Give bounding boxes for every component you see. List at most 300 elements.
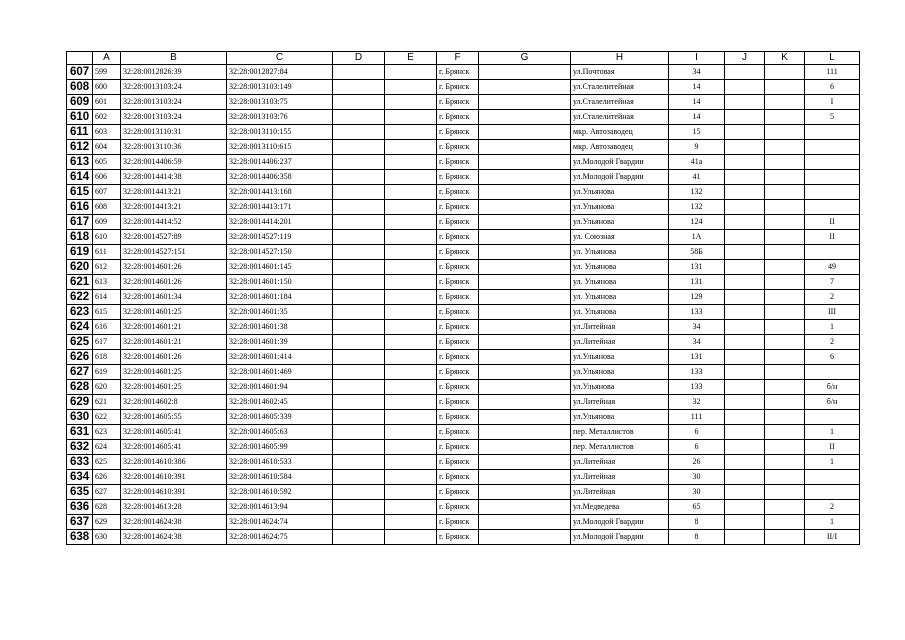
col-b-cell: 32:28:0014601:21: [121, 335, 227, 350]
col-e-cell: [385, 395, 437, 410]
col-g-cell: [479, 335, 571, 350]
col-d-cell: [333, 110, 385, 125]
col-f-cell: г. Брянск: [437, 65, 479, 80]
col-g-cell: [479, 290, 571, 305]
col-i-cell: 132: [669, 200, 725, 215]
table-row: [67, 200, 860, 215]
row-number-cell: 607: [67, 65, 93, 80]
table-row: [67, 425, 860, 440]
column-header-h: H: [571, 52, 669, 65]
row-number-cell: 629: [67, 395, 93, 410]
col-e-cell: [385, 125, 437, 140]
col-l-cell: [805, 410, 860, 425]
col-d-cell: [333, 140, 385, 155]
col-f-cell: г. Брянск: [437, 530, 479, 545]
col-c-cell: 32:28:0013110:615: [227, 140, 333, 155]
col-j-cell: [725, 170, 765, 185]
col-d-cell: [333, 320, 385, 335]
col-b-cell: 32:28:0014527:151: [121, 245, 227, 260]
col-e-cell: [385, 305, 437, 320]
col-b-cell: 32:28:0014601:26: [121, 275, 227, 290]
row-number-cell: 622: [67, 290, 93, 305]
col-b-cell: 32:28:0014624:38: [121, 530, 227, 545]
col-g-cell: [479, 365, 571, 380]
column-header-g: G: [479, 52, 571, 65]
col-k-cell: [765, 65, 805, 80]
col-g-cell: [479, 500, 571, 515]
col-d-cell: [333, 335, 385, 350]
col-a-cell: 624: [93, 440, 121, 455]
col-a-cell: 607: [93, 185, 121, 200]
col-h-cell: ул.Ульянова: [571, 215, 669, 230]
col-l-cell: 2: [805, 500, 860, 515]
col-d-cell: [333, 65, 385, 80]
col-h-cell: пер. Металлистов: [571, 425, 669, 440]
col-f-cell: г. Брянск: [437, 455, 479, 470]
column-header-i: I: [669, 52, 725, 65]
row-number-cell: 619: [67, 245, 93, 260]
col-i-cell: 14: [669, 95, 725, 110]
col-i-cell: 8: [669, 530, 725, 545]
col-d-cell: [333, 380, 385, 395]
row-number-cell: 630: [67, 410, 93, 425]
col-k-cell: [765, 305, 805, 320]
col-j-cell: [725, 500, 765, 515]
col-l-cell: [805, 245, 860, 260]
table-row: [67, 290, 860, 305]
col-e-cell: [385, 95, 437, 110]
col-e-cell: [385, 380, 437, 395]
col-a-cell: 599: [93, 65, 121, 80]
col-e-cell: [385, 215, 437, 230]
col-e-cell: [385, 425, 437, 440]
col-d-cell: [333, 290, 385, 305]
col-g-cell: [479, 65, 571, 80]
table-row: [67, 335, 860, 350]
col-l-cell: II/I: [805, 530, 860, 545]
col-j-cell: [725, 425, 765, 440]
col-i-cell: 14: [669, 80, 725, 95]
col-b-cell: 32:28:0014414:52: [121, 215, 227, 230]
col-h-cell: ул.Литейная: [571, 335, 669, 350]
table-row: [67, 170, 860, 185]
col-c-cell: 32:28:0014406:237: [227, 155, 333, 170]
table-row: [67, 125, 860, 140]
col-c-cell: 32:28:0014414:201: [227, 215, 333, 230]
col-b-cell: 32:28:0014413:21: [121, 185, 227, 200]
col-j-cell: [725, 140, 765, 155]
col-h-cell: ул.Почтовая: [571, 65, 669, 80]
col-h-cell: ул.Ульянова: [571, 185, 669, 200]
table-row: [67, 245, 860, 260]
row-number-cell: 615: [67, 185, 93, 200]
col-l-cell: 49: [805, 260, 860, 275]
col-i-cell: 133: [669, 305, 725, 320]
col-b-cell: 32:28:0014624:38: [121, 515, 227, 530]
col-i-cell: 131: [669, 260, 725, 275]
table-row: [67, 530, 860, 545]
col-j-cell: [725, 515, 765, 530]
col-g-cell: [479, 485, 571, 500]
table-row: [67, 485, 860, 500]
col-b-cell: 32:28:0014601:26: [121, 260, 227, 275]
col-k-cell: [765, 455, 805, 470]
col-a-cell: 623: [93, 425, 121, 440]
col-f-cell: г. Брянск: [437, 170, 479, 185]
col-f-cell: г. Брянск: [437, 110, 479, 125]
col-a-cell: 613: [93, 275, 121, 290]
col-g-cell: [479, 275, 571, 290]
col-c-cell: 32:28:0014527:119: [227, 230, 333, 245]
col-c-cell: 32:28:0014601:414: [227, 350, 333, 365]
col-c-cell: 32:28:0014605:99: [227, 440, 333, 455]
col-j-cell: [725, 215, 765, 230]
col-c-cell: 32:28:0014406:358: [227, 170, 333, 185]
col-e-cell: [385, 455, 437, 470]
col-e-cell: [385, 185, 437, 200]
row-number-cell: 618: [67, 230, 93, 245]
col-b-cell: 32:28:0014613:28: [121, 500, 227, 515]
row-number-cell: 608: [67, 80, 93, 95]
table-row: [67, 500, 860, 515]
col-i-cell: 132: [669, 185, 725, 200]
col-h-cell: ул.Литейная: [571, 320, 669, 335]
col-a-cell: 614: [93, 290, 121, 305]
col-f-cell: г. Брянск: [437, 350, 479, 365]
table-row: [67, 185, 860, 200]
col-j-cell: [725, 125, 765, 140]
col-a-cell: 617: [93, 335, 121, 350]
col-k-cell: [765, 380, 805, 395]
col-a-cell: 603: [93, 125, 121, 140]
column-header-c: C: [227, 52, 333, 65]
col-b-cell: 32:28:0013110:36: [121, 140, 227, 155]
col-a-cell: 630: [93, 530, 121, 545]
col-c-cell: 32:28:0013103:76: [227, 110, 333, 125]
col-i-cell: 34: [669, 335, 725, 350]
col-a-cell: 625: [93, 455, 121, 470]
col-l-cell: [805, 365, 860, 380]
col-j-cell: [725, 335, 765, 350]
col-j-cell: [725, 200, 765, 215]
col-d-cell: [333, 305, 385, 320]
col-i-cell: 26: [669, 455, 725, 470]
col-k-cell: [765, 395, 805, 410]
table-row: [67, 365, 860, 380]
col-k-cell: [765, 275, 805, 290]
col-b-cell: 32:28:0014605:41: [121, 425, 227, 440]
col-i-cell: 8: [669, 515, 725, 530]
column-header-e: E: [385, 52, 437, 65]
col-j-cell: [725, 410, 765, 425]
col-c-cell: 32:28:0014601:469: [227, 365, 333, 380]
col-k-cell: [765, 335, 805, 350]
col-f-cell: г. Брянск: [437, 230, 479, 245]
table-row: [67, 95, 860, 110]
col-h-cell: ул.Сталелитейная: [571, 80, 669, 95]
col-k-cell: [765, 245, 805, 260]
col-f-cell: г. Брянск: [437, 125, 479, 140]
col-c-cell: 32:28:0014605:339: [227, 410, 333, 425]
row-number-cell: 627: [67, 365, 93, 380]
col-i-cell: 129: [669, 290, 725, 305]
col-f-cell: г. Брянск: [437, 140, 479, 155]
col-l-cell: I: [805, 95, 860, 110]
col-k-cell: [765, 110, 805, 125]
table-row: [67, 380, 860, 395]
col-c-cell: 32:28:0014602:45: [227, 395, 333, 410]
col-b-cell: 32:28:0014605:55: [121, 410, 227, 425]
table-row: [67, 455, 860, 470]
col-f-cell: г. Брянск: [437, 515, 479, 530]
col-g-cell: [479, 95, 571, 110]
col-i-cell: 34: [669, 320, 725, 335]
col-h-cell: ул.Ульянова: [571, 365, 669, 380]
col-f-cell: г. Брянск: [437, 365, 479, 380]
col-d-cell: [333, 125, 385, 140]
col-d-cell: [333, 365, 385, 380]
col-e-cell: [385, 530, 437, 545]
col-e-cell: [385, 200, 437, 215]
col-f-cell: г. Брянск: [437, 275, 479, 290]
col-j-cell: [725, 455, 765, 470]
col-j-cell: [725, 530, 765, 545]
col-b-cell: 32:28:0014527:89: [121, 230, 227, 245]
col-l-cell: 7: [805, 275, 860, 290]
row-number-cell: 635: [67, 485, 93, 500]
col-a-cell: 610: [93, 230, 121, 245]
col-h-cell: ул.Ульянова: [571, 380, 669, 395]
col-l-cell: 2: [805, 335, 860, 350]
col-f-cell: г. Брянск: [437, 440, 479, 455]
col-c-cell: 32:28:0014624:74: [227, 515, 333, 530]
col-h-cell: ул.Медведева: [571, 500, 669, 515]
col-j-cell: [725, 290, 765, 305]
col-d-cell: [333, 350, 385, 365]
col-e-cell: [385, 485, 437, 500]
col-c-cell: 32:28:0013103:75: [227, 95, 333, 110]
col-k-cell: [765, 80, 805, 95]
corner-cell: [67, 52, 93, 65]
col-i-cell: 41а: [669, 155, 725, 170]
col-a-cell: 621: [93, 395, 121, 410]
col-h-cell: ул. Ульянова: [571, 275, 669, 290]
col-c-cell: 32:28:0014601:94: [227, 380, 333, 395]
col-b-cell: 32:28:0013103:24: [121, 110, 227, 125]
table-row: [67, 215, 860, 230]
col-g-cell: [479, 125, 571, 140]
col-j-cell: [725, 95, 765, 110]
col-f-cell: г. Брянск: [437, 200, 479, 215]
col-g-cell: [479, 245, 571, 260]
col-i-cell: 30: [669, 470, 725, 485]
col-b-cell: 32:28:0014602:8: [121, 395, 227, 410]
col-b-cell: 32:28:0014414:38: [121, 170, 227, 185]
col-a-cell: 615: [93, 305, 121, 320]
col-j-cell: [725, 185, 765, 200]
col-l-cell: 1: [805, 515, 860, 530]
row-number-cell: 637: [67, 515, 93, 530]
row-number-cell: 623: [67, 305, 93, 320]
col-l-cell: II: [805, 215, 860, 230]
col-f-cell: г. Брянск: [437, 80, 479, 95]
col-k-cell: [765, 290, 805, 305]
col-c-cell: 32:28:0014613:94: [227, 500, 333, 515]
col-l-cell: 2: [805, 290, 860, 305]
col-k-cell: [765, 410, 805, 425]
col-e-cell: [385, 290, 437, 305]
col-e-cell: [385, 440, 437, 455]
col-j-cell: [725, 245, 765, 260]
col-l-cell: 1: [805, 425, 860, 440]
col-a-cell: 605: [93, 155, 121, 170]
col-c-cell: 32:28:0014610:533: [227, 455, 333, 470]
col-f-cell: г. Брянск: [437, 245, 479, 260]
col-k-cell: [765, 215, 805, 230]
col-e-cell: [385, 110, 437, 125]
col-b-cell: 32:28:0014601:25: [121, 380, 227, 395]
table-row: [67, 155, 860, 170]
col-l-cell: [805, 200, 860, 215]
col-h-cell: ул. Ульянова: [571, 245, 669, 260]
col-j-cell: [725, 485, 765, 500]
col-j-cell: [725, 470, 765, 485]
col-j-cell: [725, 380, 765, 395]
col-l-cell: б/н: [805, 380, 860, 395]
col-g-cell: [479, 170, 571, 185]
col-a-cell: 600: [93, 80, 121, 95]
col-k-cell: [765, 515, 805, 530]
col-f-cell: г. Брянск: [437, 425, 479, 440]
row-number-cell: 610: [67, 110, 93, 125]
col-j-cell: [725, 275, 765, 290]
col-h-cell: ул. Ульянова: [571, 290, 669, 305]
col-a-cell: 611: [93, 245, 121, 260]
col-a-cell: 628: [93, 500, 121, 515]
col-h-cell: ул.Ульянова: [571, 200, 669, 215]
col-l-cell: [805, 140, 860, 155]
row-number-cell: 638: [67, 530, 93, 545]
column-header-j: J: [725, 52, 765, 65]
col-a-cell: 619: [93, 365, 121, 380]
col-f-cell: г. Брянск: [437, 395, 479, 410]
col-c-cell: 32:28:0014624:75: [227, 530, 333, 545]
col-l-cell: 1: [805, 455, 860, 470]
col-g-cell: [479, 155, 571, 170]
col-h-cell: ул.Молодой Гвардии: [571, 530, 669, 545]
col-f-cell: г. Брянск: [437, 485, 479, 500]
col-i-cell: 131: [669, 275, 725, 290]
col-f-cell: г. Брянск: [437, 320, 479, 335]
col-e-cell: [385, 170, 437, 185]
col-b-cell: 32:28:0014610:386: [121, 455, 227, 470]
col-h-cell: ул.Литейная: [571, 485, 669, 500]
table-body: [67, 65, 860, 545]
col-j-cell: [725, 305, 765, 320]
spreadsheet-table: [66, 51, 860, 545]
col-h-cell: ул.Литейная: [571, 470, 669, 485]
table-row: [67, 80, 860, 95]
col-l-cell: III: [805, 305, 860, 320]
col-k-cell: [765, 230, 805, 245]
col-h-cell: пер. Металлистов: [571, 440, 669, 455]
col-g-cell: [479, 80, 571, 95]
col-l-cell: 6: [805, 350, 860, 365]
col-h-cell: ул.Литейная: [571, 395, 669, 410]
col-d-cell: [333, 230, 385, 245]
col-e-cell: [385, 335, 437, 350]
col-g-cell: [479, 110, 571, 125]
col-i-cell: 133: [669, 365, 725, 380]
col-d-cell: [333, 155, 385, 170]
row-number-cell: 632: [67, 440, 93, 455]
col-i-cell: 6: [669, 440, 725, 455]
col-k-cell: [765, 500, 805, 515]
row-number-cell: 633: [67, 455, 93, 470]
col-i-cell: 1А: [669, 230, 725, 245]
col-b-cell: 32:28:0013110:31: [121, 125, 227, 140]
col-i-cell: 131: [669, 350, 725, 365]
col-c-cell: 32:28:0014413:171: [227, 200, 333, 215]
column-header-l: L: [805, 52, 860, 65]
col-k-cell: [765, 95, 805, 110]
col-d-cell: [333, 170, 385, 185]
col-g-cell: [479, 470, 571, 485]
col-f-cell: г. Брянск: [437, 470, 479, 485]
col-c-cell: 32:28:0014601:38: [227, 320, 333, 335]
table-row: [67, 140, 860, 155]
col-g-cell: [479, 350, 571, 365]
col-f-cell: г. Брянск: [437, 410, 479, 425]
col-l-cell: [805, 155, 860, 170]
col-a-cell: 602: [93, 110, 121, 125]
col-j-cell: [725, 155, 765, 170]
col-j-cell: [725, 365, 765, 380]
col-i-cell: 34: [669, 65, 725, 80]
col-j-cell: [725, 260, 765, 275]
col-h-cell: ул.Сталелитейная: [571, 95, 669, 110]
col-d-cell: [333, 440, 385, 455]
col-c-cell: 32:28:0013110:155: [227, 125, 333, 140]
col-c-cell: 32:28:0014601:145: [227, 260, 333, 275]
col-l-cell: 5: [805, 110, 860, 125]
col-g-cell: [479, 200, 571, 215]
col-d-cell: [333, 410, 385, 425]
col-h-cell: ул.Ульянова: [571, 410, 669, 425]
col-b-cell: 32:28:0014601:26: [121, 350, 227, 365]
col-e-cell: [385, 410, 437, 425]
col-i-cell: 58Б: [669, 245, 725, 260]
col-c-cell: 32:28:0014610:584: [227, 470, 333, 485]
col-d-cell: [333, 95, 385, 110]
col-d-cell: [333, 215, 385, 230]
col-k-cell: [765, 350, 805, 365]
col-f-cell: г. Брянск: [437, 290, 479, 305]
table-row: [67, 320, 860, 335]
col-e-cell: [385, 80, 437, 95]
col-l-cell: [805, 485, 860, 500]
col-f-cell: г. Брянск: [437, 335, 479, 350]
column-header-a: A: [93, 52, 121, 65]
col-f-cell: г. Брянск: [437, 215, 479, 230]
col-f-cell: г. Брянск: [437, 185, 479, 200]
col-b-cell: 32:28:0014601:25: [121, 365, 227, 380]
col-d-cell: [333, 260, 385, 275]
row-number-cell: 636: [67, 500, 93, 515]
col-k-cell: [765, 200, 805, 215]
col-l-cell: 1: [805, 320, 860, 335]
col-b-cell: 32:28:0014406:59: [121, 155, 227, 170]
